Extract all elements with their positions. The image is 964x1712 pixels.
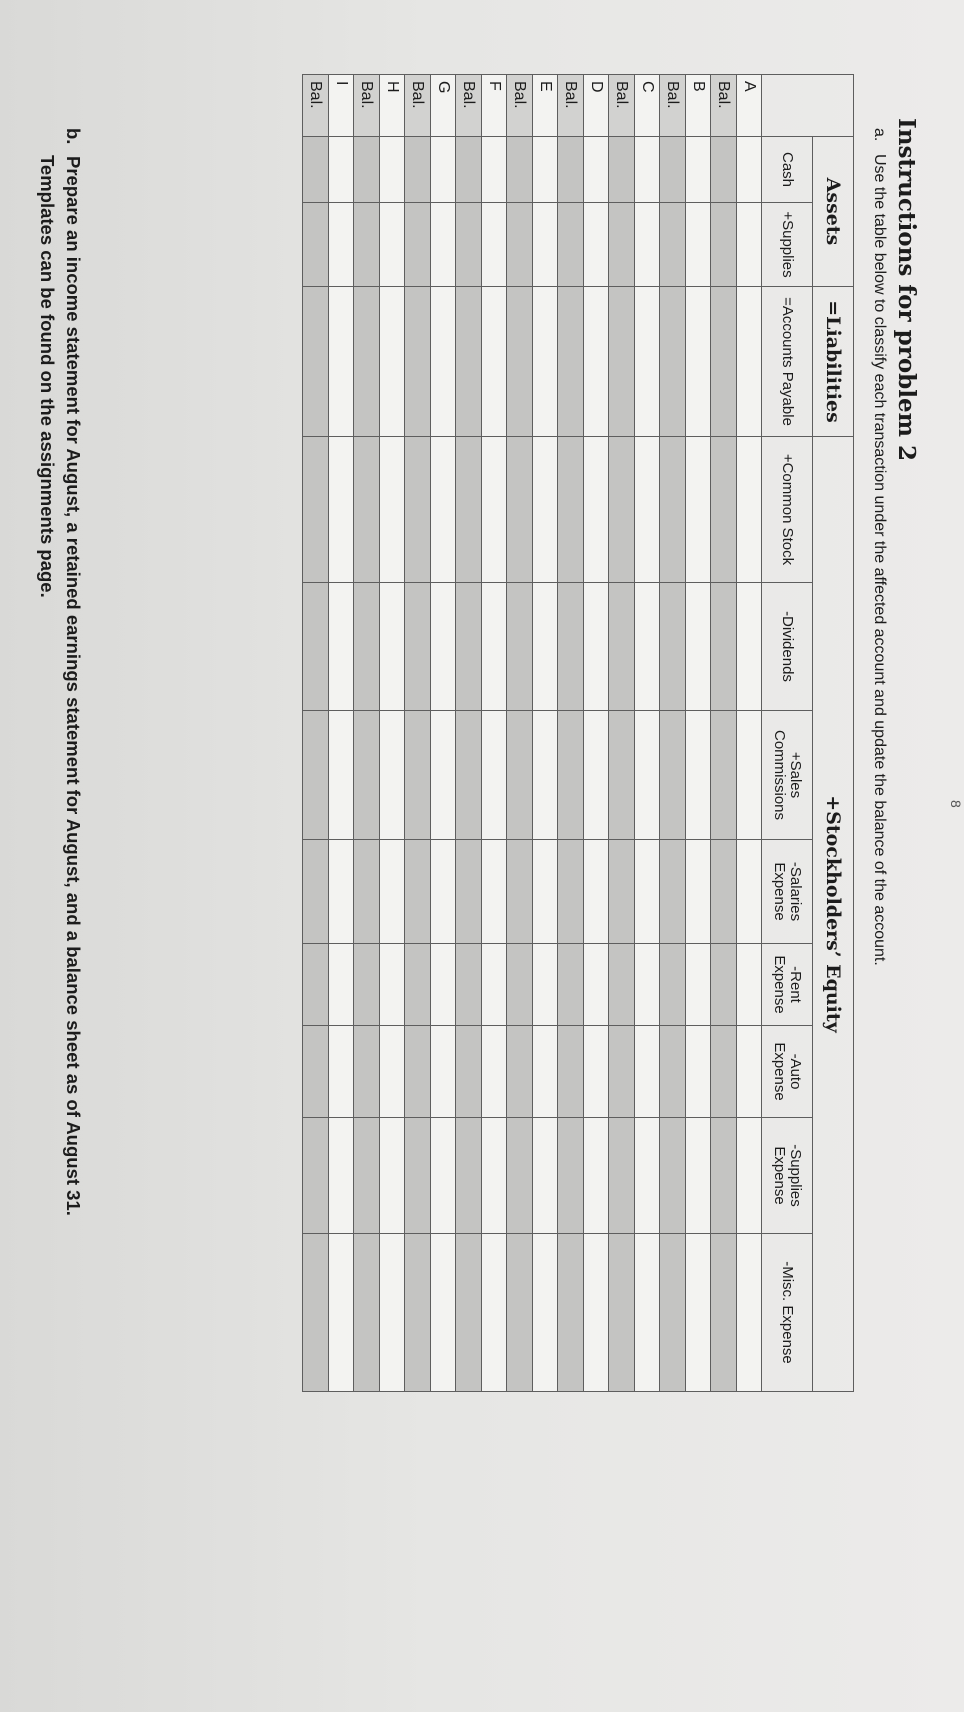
row-label: Bal.	[354, 75, 380, 137]
entry-cell[interactable]	[609, 583, 635, 711]
entry-cell[interactable]	[431, 437, 456, 583]
entry-cell[interactable]	[482, 1234, 507, 1392]
entry-cell[interactable]	[431, 944, 456, 1026]
entry-cell[interactable]	[456, 944, 482, 1026]
entry-cell[interactable]	[584, 711, 609, 840]
page-title: Instructions for problem 2	[893, 118, 920, 461]
entry-cell[interactable]	[507, 203, 533, 287]
entry-cell[interactable]	[609, 203, 635, 287]
transaction-row	[584, 75, 609, 1392]
entry-cell[interactable]	[380, 1234, 405, 1392]
entry-cell[interactable]	[303, 1118, 329, 1234]
entry-cell[interactable]	[482, 944, 507, 1026]
entry-cell[interactable]	[609, 287, 635, 437]
entry-cell[interactable]	[533, 944, 558, 1026]
entry-cell[interactable]	[482, 840, 507, 944]
entry-cell[interactable]	[635, 1234, 660, 1392]
balance-row	[558, 75, 584, 1392]
entry-cell[interactable]	[686, 1234, 711, 1392]
entry-cell[interactable]	[380, 437, 405, 583]
entry-cell[interactable]	[431, 1026, 456, 1118]
entry-cell[interactable]	[329, 583, 354, 711]
entry-cell[interactable]	[558, 583, 584, 711]
entry-cell[interactable]	[380, 944, 405, 1026]
entry-cell[interactable]	[507, 137, 533, 203]
entry-cell[interactable]	[456, 137, 482, 203]
entry-cell[interactable]	[660, 840, 686, 944]
column-header: Cash	[762, 137, 813, 203]
column-header: =Accounts Payable	[762, 287, 813, 437]
entry-cell[interactable]	[329, 1118, 354, 1234]
entry-cell[interactable]	[482, 437, 507, 583]
entry-cell[interactable]	[558, 711, 584, 840]
transaction-row	[533, 75, 558, 1392]
entry-cell[interactable]	[405, 583, 431, 711]
entry-cell[interactable]	[609, 1234, 635, 1392]
entry-cell[interactable]	[660, 1118, 686, 1234]
entry-cell[interactable]	[737, 203, 762, 287]
entry-cell[interactable]	[609, 944, 635, 1026]
entry-cell[interactable]	[405, 1026, 431, 1118]
entry-cell[interactable]	[354, 1234, 380, 1392]
transaction-row	[482, 75, 507, 1392]
entry-cell[interactable]	[711, 1234, 737, 1392]
entry-cell[interactable]	[660, 287, 686, 437]
row-label: Bal.	[558, 75, 584, 137]
entry-cell[interactable]	[635, 711, 660, 840]
entry-cell[interactable]	[558, 944, 584, 1026]
entry-cell[interactable]	[507, 711, 533, 840]
entry-cell[interactable]	[507, 840, 533, 944]
row-label-header	[762, 75, 854, 137]
entry-cell[interactable]	[660, 1234, 686, 1392]
entry-cell[interactable]	[354, 137, 380, 203]
entry-cell[interactable]	[711, 1026, 737, 1118]
row-label: C	[635, 75, 660, 137]
entry-cell[interactable]	[380, 711, 405, 840]
balance-row	[660, 75, 686, 1392]
entry-cell[interactable]	[380, 583, 405, 711]
entry-cell[interactable]	[533, 1026, 558, 1118]
entry-cell[interactable]	[533, 840, 558, 944]
entry-cell[interactable]	[507, 437, 533, 583]
entry-cell[interactable]	[380, 1118, 405, 1234]
entry-cell[interactable]	[354, 1026, 380, 1118]
group-header-row	[813, 75, 854, 1392]
entry-cell[interactable]	[737, 944, 762, 1026]
entry-cell[interactable]	[609, 840, 635, 944]
entry-cell[interactable]	[609, 711, 635, 840]
entry-cell[interactable]	[711, 287, 737, 437]
entry-cell[interactable]	[482, 711, 507, 840]
entry-cell[interactable]	[482, 287, 507, 437]
entry-cell[interactable]	[584, 583, 609, 711]
entry-cell[interactable]	[711, 583, 737, 711]
entry-cell[interactable]	[431, 583, 456, 711]
entry-cell[interactable]	[533, 1234, 558, 1392]
entry-cell[interactable]	[584, 1234, 609, 1392]
row-label: E	[533, 75, 558, 137]
entry-cell[interactable]	[533, 583, 558, 711]
entry-cell[interactable]	[660, 944, 686, 1026]
entry-cell[interactable]	[558, 287, 584, 437]
entry-cell[interactable]	[354, 1118, 380, 1234]
entry-cell[interactable]	[711, 711, 737, 840]
entry-cell[interactable]	[609, 437, 635, 583]
entry-cell[interactable]	[507, 287, 533, 437]
entry-cell[interactable]	[303, 1234, 329, 1392]
entry-cell[interactable]	[686, 287, 711, 437]
transaction-row	[686, 75, 711, 1392]
entry-cell[interactable]	[456, 287, 482, 437]
entry-cell[interactable]	[507, 1118, 533, 1234]
entry-cell[interactable]	[456, 583, 482, 711]
entry-cell[interactable]	[686, 583, 711, 711]
column-header: -Auto Expense	[762, 1026, 813, 1118]
balance-row	[303, 75, 329, 1392]
entry-cell[interactable]	[584, 137, 609, 203]
entry-cell[interactable]	[431, 1118, 456, 1234]
entry-cell[interactable]	[686, 944, 711, 1026]
entry-cell[interactable]	[686, 840, 711, 944]
balance-row	[711, 75, 737, 1392]
entry-cell[interactable]	[507, 1026, 533, 1118]
entry-cell[interactable]	[660, 437, 686, 583]
entry-cell[interactable]	[686, 1026, 711, 1118]
column-header: +Sales Commissions	[762, 711, 813, 840]
entry-cell[interactable]	[405, 840, 431, 944]
balance-row	[507, 75, 533, 1392]
transaction-row	[431, 75, 456, 1392]
entry-cell[interactable]	[354, 944, 380, 1026]
entry-cell[interactable]	[533, 203, 558, 287]
instruction-b-line1: Prepare an income statement for August, a retained earnings statement for August, and a balance sheet as of August 31.	[63, 156, 84, 1216]
transaction-row	[635, 75, 660, 1392]
entry-cell[interactable]	[329, 1026, 354, 1118]
row-label: G	[431, 75, 456, 137]
group-assets: Assets	[813, 137, 854, 287]
entry-cell[interactable]	[507, 583, 533, 711]
entry-cell[interactable]	[329, 203, 354, 287]
row-label: Bal.	[456, 75, 482, 137]
entry-cell[interactable]	[584, 1026, 609, 1118]
column-header: -Dividends	[762, 583, 813, 711]
row-label: A	[737, 75, 762, 137]
balance-row	[456, 75, 482, 1392]
entry-cell[interactable]	[456, 711, 482, 840]
entry-cell[interactable]	[405, 137, 431, 203]
entry-cell[interactable]	[456, 1234, 482, 1392]
entry-cell[interactable]	[737, 437, 762, 583]
entry-cell[interactable]	[354, 203, 380, 287]
entry-cell[interactable]	[329, 711, 354, 840]
entry-cell[interactable]	[482, 1026, 507, 1118]
entry-cell[interactable]	[533, 1118, 558, 1234]
entry-cell[interactable]	[456, 1118, 482, 1234]
entry-cell[interactable]	[405, 711, 431, 840]
entry-cell[interactable]	[635, 583, 660, 711]
entry-cell[interactable]	[737, 1234, 762, 1392]
entry-cell[interactable]	[660, 203, 686, 287]
entry-cell[interactable]	[686, 137, 711, 203]
entry-cell[interactable]	[660, 711, 686, 840]
transaction-row	[380, 75, 405, 1392]
entry-cell[interactable]	[686, 1118, 711, 1234]
entry-cell[interactable]	[711, 137, 737, 203]
entry-cell[interactable]	[737, 1026, 762, 1118]
entry-cell[interactable]	[686, 203, 711, 287]
entry-cell[interactable]	[635, 1026, 660, 1118]
instruction-b-line2: Templates can be found on the assignments page.	[37, 155, 58, 598]
entry-cell[interactable]	[303, 203, 329, 287]
balance-row	[405, 75, 431, 1392]
entry-cell[interactable]	[558, 437, 584, 583]
column-header: +Common Stock	[762, 437, 813, 583]
entry-cell[interactable]	[635, 944, 660, 1026]
entry-cell[interactable]	[380, 287, 405, 437]
group-stockholders-equity: +Stockholders’ Equity	[813, 437, 854, 1392]
entry-cell[interactable]	[507, 944, 533, 1026]
entry-cell[interactable]	[558, 137, 584, 203]
entry-cell[interactable]	[354, 437, 380, 583]
entry-cell[interactable]	[558, 203, 584, 287]
transaction-row	[737, 75, 762, 1392]
entry-cell[interactable]	[686, 711, 711, 840]
entry-cell[interactable]	[533, 287, 558, 437]
entry-cell[interactable]	[329, 287, 354, 437]
entry-cell[interactable]	[405, 944, 431, 1026]
entry-cell[interactable]	[737, 1118, 762, 1234]
entry-cell[interactable]	[737, 711, 762, 840]
row-label: F	[482, 75, 507, 137]
row-label: Bal.	[507, 75, 533, 137]
entry-cell[interactable]	[303, 287, 329, 437]
entry-cell[interactable]	[584, 437, 609, 583]
entry-cell[interactable]	[354, 583, 380, 711]
entry-cell[interactable]	[380, 203, 405, 287]
row-label: I	[329, 75, 354, 137]
entry-cell[interactable]	[431, 287, 456, 437]
balance-row	[354, 75, 380, 1392]
entry-cell[interactable]	[635, 203, 660, 287]
entry-cell[interactable]	[558, 1026, 584, 1118]
entry-cell[interactable]	[533, 437, 558, 583]
row-label: Bal.	[660, 75, 686, 137]
entry-cell[interactable]	[609, 137, 635, 203]
entry-cell[interactable]	[711, 437, 737, 583]
entry-cell[interactable]	[303, 711, 329, 840]
entry-cell[interactable]	[329, 1234, 354, 1392]
entry-cell[interactable]	[354, 840, 380, 944]
entry-cell[interactable]	[558, 1234, 584, 1392]
row-label: B	[686, 75, 711, 137]
entry-cell[interactable]	[737, 287, 762, 437]
entry-cell[interactable]	[303, 1026, 329, 1118]
entry-cell[interactable]	[635, 840, 660, 944]
instruction-a-text: Use the table below to classify each transaction under the affected account and update the balance of the account.	[871, 154, 888, 966]
entry-cell[interactable]	[354, 711, 380, 840]
entry-cell[interactable]	[737, 840, 762, 944]
entry-cell[interactable]	[354, 287, 380, 437]
transaction-row	[329, 75, 354, 1392]
entry-cell[interactable]	[456, 840, 482, 944]
entry-cell[interactable]	[558, 840, 584, 944]
entry-cell[interactable]	[737, 137, 762, 203]
transaction-table	[302, 74, 854, 1392]
instruction-b-label: b.	[63, 128, 84, 145]
entry-cell[interactable]	[456, 437, 482, 583]
entry-cell[interactable]	[303, 583, 329, 711]
entry-cell[interactable]	[584, 1118, 609, 1234]
row-label: Bal.	[303, 75, 329, 137]
entry-cell[interactable]	[482, 203, 507, 287]
entry-cell[interactable]	[584, 287, 609, 437]
entry-cell[interactable]	[584, 840, 609, 944]
row-label: H	[380, 75, 405, 137]
entry-cell[interactable]	[584, 944, 609, 1026]
entry-cell[interactable]	[303, 137, 329, 203]
column-header: -Misc. Expense	[762, 1234, 813, 1392]
entry-cell[interactable]	[405, 287, 431, 437]
entry-cell[interactable]	[635, 287, 660, 437]
entry-cell[interactable]	[711, 203, 737, 287]
entry-cell[interactable]	[660, 583, 686, 711]
entry-cell[interactable]	[456, 203, 482, 287]
entry-cell[interactable]	[303, 944, 329, 1026]
entry-cell[interactable]	[609, 1118, 635, 1234]
entry-cell[interactable]	[482, 1118, 507, 1234]
entry-cell[interactable]	[405, 1234, 431, 1392]
entry-cell[interactable]	[635, 137, 660, 203]
column-header: -Salaries Expense	[762, 840, 813, 944]
entry-cell[interactable]	[303, 840, 329, 944]
entry-cell[interactable]	[405, 1118, 431, 1234]
entry-cell[interactable]	[533, 137, 558, 203]
row-label: D	[584, 75, 609, 137]
entry-cell[interactable]	[635, 437, 660, 583]
entry-cell[interactable]	[482, 583, 507, 711]
entry-cell[interactable]	[431, 137, 456, 203]
entry-cell[interactable]	[482, 137, 507, 203]
entry-cell[interactable]	[303, 437, 329, 583]
entry-cell[interactable]	[405, 203, 431, 287]
entry-cell[interactable]	[431, 711, 456, 840]
instruction-b	[62, 128, 84, 1216]
entry-cell[interactable]	[380, 137, 405, 203]
instruction-a	[870, 128, 888, 966]
entry-cell[interactable]	[660, 1026, 686, 1118]
entry-cell[interactable]	[737, 583, 762, 711]
column-header: -Supplies Expense	[762, 1118, 813, 1234]
entry-cell[interactable]	[431, 840, 456, 944]
entry-cell[interactable]	[711, 1118, 737, 1234]
entry-cell[interactable]	[558, 1118, 584, 1234]
column-header-row	[762, 75, 813, 1392]
entry-cell[interactable]	[431, 203, 456, 287]
group-liabilities: =Liabilities	[813, 287, 854, 437]
entry-cell[interactable]	[380, 840, 405, 944]
balance-row	[609, 75, 635, 1392]
entry-cell[interactable]	[380, 1026, 405, 1118]
column-header: +Supplies	[762, 203, 813, 287]
entry-cell[interactable]	[456, 1026, 482, 1118]
entry-cell[interactable]	[533, 711, 558, 840]
entry-cell[interactable]	[405, 437, 431, 583]
column-header: -Rent Expense	[762, 944, 813, 1026]
entry-cell[interactable]	[431, 1234, 456, 1392]
entry-cell[interactable]	[329, 137, 354, 203]
instruction-a-label: a.	[871, 128, 888, 142]
row-label: Bal.	[609, 75, 635, 137]
entry-cell[interactable]	[660, 137, 686, 203]
edge-mark: 8	[948, 800, 964, 808]
entry-cell[interactable]	[635, 1118, 660, 1234]
entry-cell[interactable]	[686, 437, 711, 583]
entry-cell[interactable]	[329, 437, 354, 583]
row-label: Bal.	[405, 75, 431, 137]
entry-cell[interactable]	[609, 1026, 635, 1118]
entry-cell[interactable]	[329, 944, 354, 1026]
entry-cell[interactable]	[329, 840, 354, 944]
entry-cell[interactable]	[507, 1234, 533, 1392]
entry-cell[interactable]	[711, 840, 737, 944]
entry-cell[interactable]	[711, 944, 737, 1026]
row-label: Bal.	[711, 75, 737, 137]
entry-cell[interactable]	[584, 203, 609, 287]
